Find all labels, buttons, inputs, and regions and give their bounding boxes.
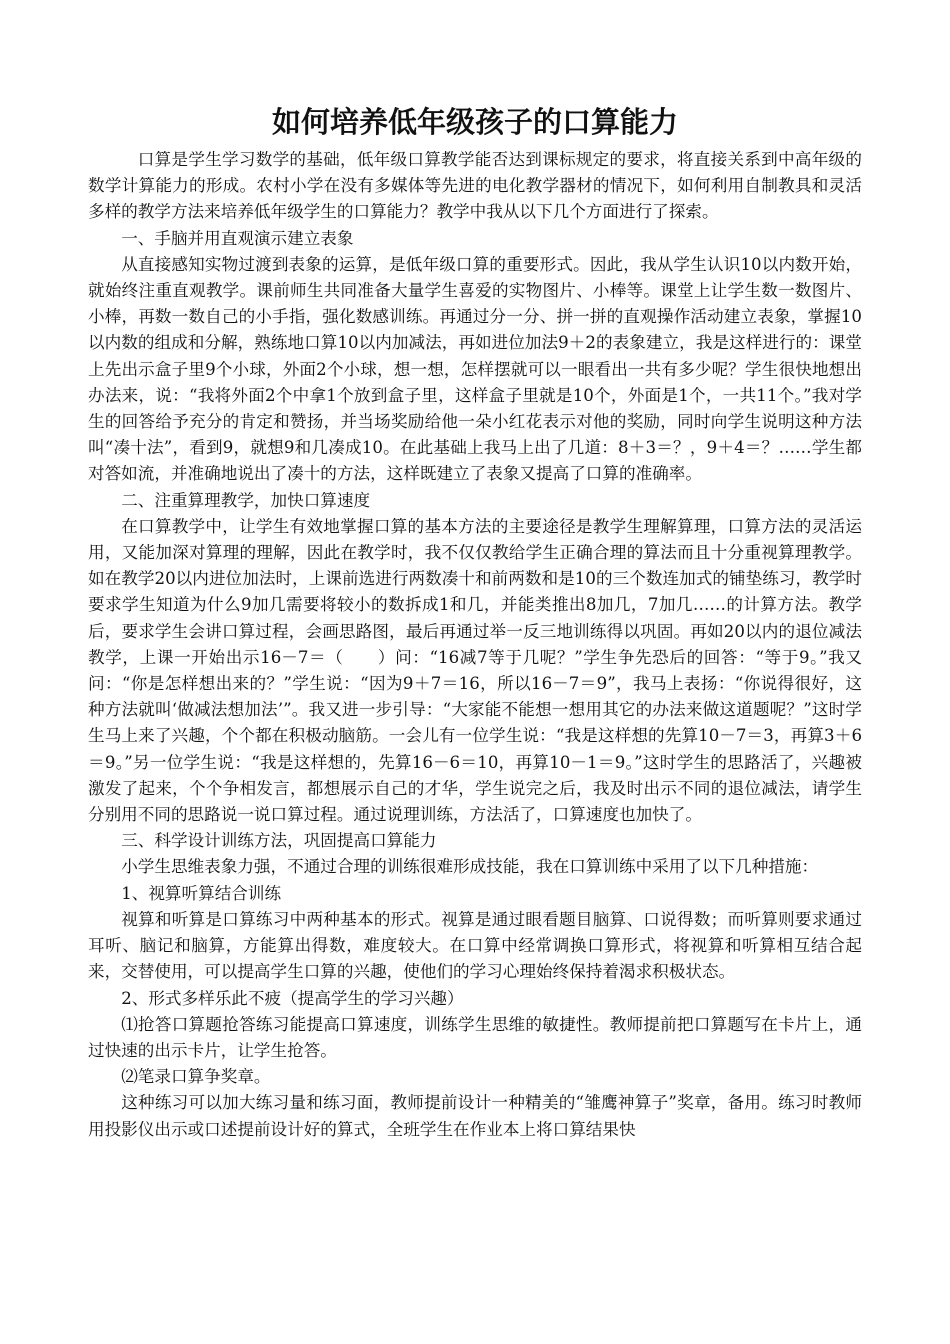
document-title: 如何培养低年级孩子的口算能力 <box>271 105 678 139</box>
item-1-paragraph: ⑴抢答口算题抢答练习能提高口算速度，训练学生思维的敏捷性。教师提前把口算题写在卡片上，通过快速的出示卡片，让学生抢答。 <box>88 1014 862 1060</box>
item-2-paragraph: 这种练习可以加大练习量和练习面，教师提前设计一种精美的“雏鹰神算子”奖章，备用。练习时教师用投影仪出示或口述提前设计好的算式，全班学生在作业本上将口算结果快 <box>88 1093 862 1139</box>
item-2-heading: ⑵笔录口算争奖章。 <box>121 1067 271 1087</box>
document-page <box>88 100 862 1143</box>
section-heading-2: 二、注重算理教学，加快口算速度 <box>121 490 371 510</box>
subheading-3-1: 1、视算听算结合训练 <box>121 883 282 903</box>
section-2-paragraph: 在口算教学中，让学生有效地掌握口算的基本方法的主要途径是教学生理解算理，口算方法的灵活运用，又能加深对算理的理解，因此在教学时，我不仅仅教给学生正确合理的算法而且十分重视算理教学。如在教学20以内进位加法时，上课前选进行两数凑十和前两数和是10的三个数连加式的铺垫练习，教学时要求学生知道为什么9加几需要将较小的数拆成1和几，并能类推出8加几，7加几……的计算方法。教学后，要求学生会讲口算过程，会画思路图，最后再通过举一反三地训练得以巩固。再如20以内的退位减法教学，上课一开始出示16－7＝（ ）问：“16减7等于几呢？”学生争先恐后的回答：“等于9。”我又问：“你是怎样想出来的？”学生说：“因为9＋7＝16，所以16－7＝9”，我马上表扬：“你说得很好，这种方法就叫‘做减法想加法’”。我又进一步引导：“大家能不能想一想用其它的办法来做这道题呢？”这时学生马上来了兴趣，个个都在积极动脑筋。一会儿有一位学生说：“我是这样想的先算10－7＝3，再算3＋6＝9。”另一位学生说：“我是这样想的，先算16－6＝10，再算10－1＝9。”这时学生的思路活了，兴趣被激发了起来，个个争相发言，都想展示自己的才华，学生说完之后，我及时出示不同的退位减法，请学生分别用不同的思路说一说口算过程。通过说理训练，方法活了，口算速度也加快了。 <box>88 516 862 825</box>
section-1-paragraph: 从直接感知实物过渡到表象的运算，是低年级口算的重要形式。因此，我从学生认识10以内数开始，就始终注重直观教学。课前师生共同准备大量学生喜爱的实物图片、小棒等。课堂上让学生数一数图片、小棒，再数一数自己的小手指，强化数感训练。再通过分一分、拼一拼的直观操作活动建立表象，掌握10以内数的组成和分解，熟练地口算10以内加减法，再如进位加法9＋2的表象建立，我是这样进行的：课堂上先出示盒子里9个小球，外面2个小球，想一想，怎样摆就可以一眼看出一共有多少呢？学生很快地想出办法来，说：“我将外面2个中拿1个放到盒子里，这样盒子里就是10个，外面是1个，一共11个。”我对学生的回答给予充分的肯定和赞扬，并当场奖励给他一朵小红花表示对他的奖励，同时向学生说明这种方法叫“凑十法”，看到9，就想9和几凑成10。在此基础上我马上出了几道：8＋3＝？，9＋4＝？……学生都对答如流，并准确地说出了凑十的方法，这样既建立了表象又提高了口算的准确率。 <box>88 254 862 484</box>
subheading-3-2: 2、形式多样乐此不疲（提高学生的学习兴趣） <box>121 988 464 1008</box>
section-3-paragraph: 小学生思维表象力强，不通过合理的训练很难形成技能，我在口算训练中采用了以下几种措施： <box>121 857 819 877</box>
section-heading-3: 三、科学设计训练方法，巩固提高口算能力 <box>121 831 437 851</box>
intro-paragraph: 口算是学生学习数学的基础，低年级口算教学能否达到课标规定的要求，将直接关系到中高年级的数学计算能力的形成。农村小学在没有多媒体等先进的电化教学器材的情况下，如何利用自制教具和灵活多样的教学方法来培养低年级学生的口算能力？教学中我从以下几个方面进行了探索。 <box>88 150 862 222</box>
subsection-3-1-paragraph: 视算和听算是口算练习中两种基本的形式。视算是通过眼看题目脑算、口说得数；而听算则要求通过耳听、脑记和脑算，方能算出得数，难度较大。在口算中经常调换口算形式，将视算和听算相互结合起来，交替使用，可以提高学生口算的兴趣，使他们的学习心理始终保持着渴求积极状态。 <box>88 909 862 982</box>
section-heading-1: 一、手脑并用直观演示建立表象 <box>121 228 354 248</box>
